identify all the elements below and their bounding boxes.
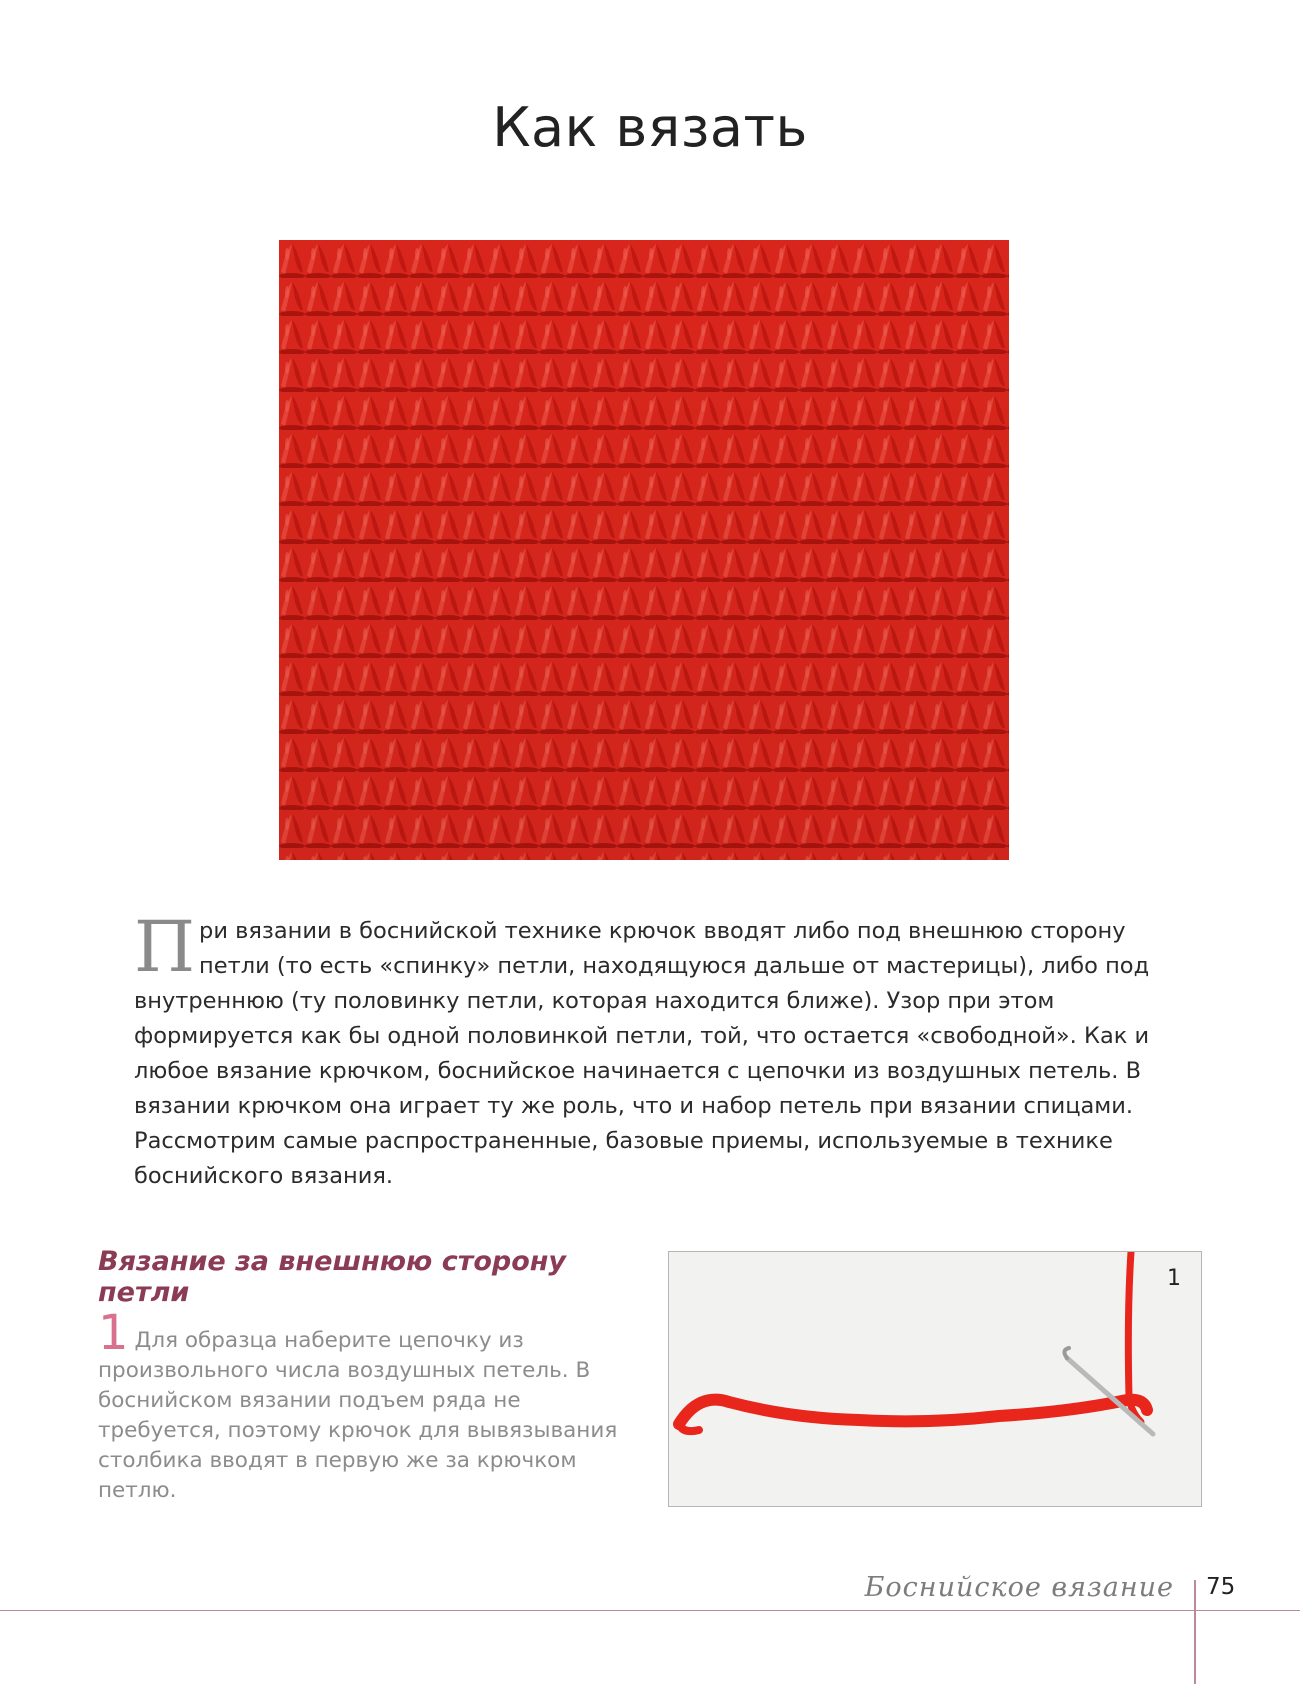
step-1-text (98, 1305, 638, 1506)
step-1-photo (668, 1251, 1202, 1507)
photo-label: 1 (1167, 1266, 1181, 1291)
page-title: Как вязать (492, 96, 808, 159)
intro-text: ри вязании в боснийской технике крючок вводят либо под внешнюю сторону петли (то есть «спинку» петли, находящуюся дальше от мастерицы), либо под внутреннюю (ту половинку петли, которая находится ближе). Узор при этом формируется как бы одной половинкой петли, той, что остается «свободной». Как и любое вязание крючком, боснийское начинается с цепочки из воздушных петель. В вязании крючком она играет ту же роль, что и набор петель при вязании спицами. Рассмотрим самые распространенные, базовые приемы, используемые в технике боснийского вязания. (134, 918, 1150, 1189)
step-description: Для образца наберите цепочку из произвольного числа воздушных петель. В боснийском вязании подъем ряда не требуется, поэтому крючок для вывязывания столбика вводят в первую же за крючком петлю. (98, 1328, 618, 1503)
intro-paragraph (134, 906, 1174, 1194)
knitted-swatch-photo (279, 240, 1009, 860)
page-number: 75 (1206, 1574, 1236, 1600)
footer-rule (0, 1610, 1300, 1611)
drop-cap: П (134, 906, 196, 988)
step-number: 1 (98, 1305, 129, 1361)
footer-divider (1194, 1580, 1196, 1684)
section-heading: Вязание за внешнюю сторону петли (98, 1246, 567, 1308)
running-title: Боснийское вязание (864, 1572, 1174, 1603)
